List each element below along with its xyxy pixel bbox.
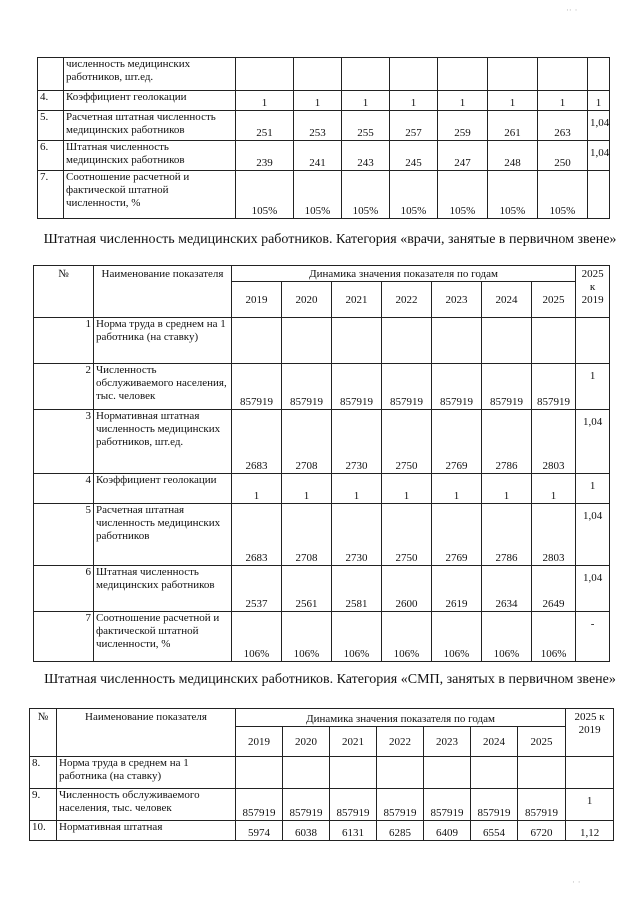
value-cell [332,318,382,364]
table-row [34,318,610,364]
value-cell: 6554 [471,821,518,841]
ratio-cell: - [576,612,610,662]
value-cell: 257 [390,111,438,141]
value-cell [282,318,332,364]
ratio-cell: 1,12 [566,821,614,841]
value-cell: 2803 [532,504,576,566]
value-cell: 248 [488,141,538,171]
value-cell: 1 [538,91,588,111]
value-cell: 857919 [283,789,330,821]
header-dynamics: Динамика значения показателя по годам [232,266,576,282]
value-cell: 1 [332,474,382,504]
header-year: 2024 [471,727,518,757]
value-cell: 5974 [236,821,283,841]
header-name: Наименование показателя [57,709,236,757]
value-cell: 105% [236,171,294,219]
value-cell: 2730 [332,504,382,566]
table-doctors [33,265,610,662]
value-cell: 2634 [482,566,532,612]
value-cell: 2683 [232,410,282,474]
header-year: 2025 [518,727,566,757]
value-cell: 857919 [482,364,532,410]
indicator-name: численность медицинских работников, шт.ед. [64,58,236,91]
value-cell: 2750 [382,504,432,566]
ratio-cell: 1 [588,91,610,111]
value-cell: 857919 [471,789,518,821]
value-cell: 245 [390,141,438,171]
value-cell: 105% [342,171,390,219]
header-year: 2021 [330,727,377,757]
header-year: 2020 [282,282,332,318]
value-cell: 255 [342,111,390,141]
ratio-cell: 1,04 [576,566,610,612]
value-cell: 2649 [532,566,576,612]
value-cell: 1 [532,474,576,504]
value-cell: 2803 [532,410,576,474]
value-cell [342,58,390,91]
ratio-cell: 1 [576,474,610,504]
value-cell: 1 [294,91,342,111]
ratio-cell [588,171,610,219]
value-cell: 2786 [482,410,532,474]
row-number: 4 [34,474,94,504]
value-cell [330,757,377,789]
header-year: 2022 [377,727,424,757]
indicator-name: Расчетная штатная численность медицинских работников [94,504,232,566]
value-cell: 1 [382,474,432,504]
value-cell: 251 [236,111,294,141]
row-number: 6 [34,566,94,612]
value-cell: 243 [342,141,390,171]
indicator-name: Коэффициент геолокации [64,91,236,111]
indicator-name: Коэффициент геолокации [94,474,232,504]
indicator-name: Численность обслуживаемого населения, тыс. человек [94,364,232,410]
value-cell: 2683 [232,504,282,566]
value-cell: 106% [282,612,332,662]
value-cell [377,757,424,789]
value-cell: 2619 [432,566,482,612]
row-number: 8. [30,757,57,789]
value-cell [432,318,482,364]
value-cell: 857919 [424,789,471,821]
row-number: 7. [38,171,64,219]
ratio-cell: 1 [576,364,610,410]
value-cell [424,757,471,789]
value-cell: 2581 [332,566,382,612]
section-heading-nurses: Штатная численность медицинских работников. Категория «СМП, занятых в первичном звене» [44,672,616,687]
value-cell [488,58,538,91]
table-row [34,474,610,504]
indicator-name: Соотношение расчетной и фактической штатной численности, % [94,612,232,662]
row-number: 9. [30,789,57,821]
header-ratio: 2025 к 2019 [576,266,610,318]
value-cell: 1 [342,91,390,111]
header-year: 2021 [332,282,382,318]
value-cell: 1 [482,474,532,504]
ratio-cell: 1,04 [576,410,610,474]
value-cell: 106% [232,612,282,662]
value-cell [390,58,438,91]
header-year: 2019 [236,727,283,757]
row-number: 4. [38,91,64,111]
header-year: 2023 [424,727,471,757]
value-cell: 2708 [282,410,332,474]
row-number: 1 [34,318,94,364]
value-cell: 857919 [232,364,282,410]
indicator-name: Расчетная штатная численность медицинских работников [64,111,236,141]
value-cell: 6285 [377,821,424,841]
value-cell: 857919 [332,364,382,410]
value-cell: 259 [438,111,488,141]
value-cell: 106% [482,612,532,662]
table-row [38,91,610,111]
indicator-name: Норма труда в среднем на 1 работника (на ставку) [57,757,236,789]
row-number: 2 [34,364,94,410]
value-cell [482,318,532,364]
value-cell: 105% [438,171,488,219]
value-cell: 2708 [282,504,332,566]
table-row [34,504,610,566]
indicator-name: Штатная численность медицинских работников [64,141,236,171]
value-cell: 250 [538,141,588,171]
value-cell: 6038 [283,821,330,841]
value-cell [232,318,282,364]
value-cell: 1 [488,91,538,111]
value-cell: 857919 [518,789,566,821]
header-year: 2024 [482,282,532,318]
row-number: 10. [30,821,57,841]
row-number: 5 [34,504,94,566]
value-cell: 6409 [424,821,471,841]
header-number: № [34,266,94,318]
value-cell [236,757,283,789]
table-row [34,364,610,410]
value-cell: 106% [532,612,576,662]
table-row [34,612,610,662]
ratio-cell: 1,04 [588,141,610,171]
table-row [34,566,610,612]
ratio-cell: 1,04 [576,504,610,566]
header-year: 2025 [532,282,576,318]
ratio-cell [566,757,614,789]
indicator-name: Нормативная штатная численность медицинских работников, шт.ед. [94,410,232,474]
value-cell: 247 [438,141,488,171]
value-cell: 857919 [236,789,283,821]
value-cell [236,58,294,91]
value-cell [471,757,518,789]
scan-mark-bottom: · · [572,878,581,888]
value-cell: 2769 [432,504,482,566]
section-heading-doctors: Штатная численность медицинских работников. Категория «врачи, занятые в первичном звене» [43,232,617,247]
value-cell: 1 [282,474,332,504]
value-cell: 2769 [432,410,482,474]
value-cell: 1 [438,91,488,111]
row-number: 7 [34,612,94,662]
ratio-cell: 1 [566,789,614,821]
indicator-name: Нормативная штатная [57,821,236,841]
table-row [38,171,610,219]
scan-mark-top: ·· · [566,6,578,16]
table-row [38,58,610,91]
value-cell: 857919 [377,789,424,821]
ratio-cell: 1,04 [588,111,610,141]
value-cell: 857919 [282,364,332,410]
table-row [30,789,614,821]
ratio-cell [588,58,610,91]
value-cell: 253 [294,111,342,141]
table-row [30,757,614,789]
header-year: 2019 [232,282,282,318]
value-cell: 2600 [382,566,432,612]
value-cell [294,58,342,91]
table-row [34,410,610,474]
indicator-name: Соотношение расчетной и фактической штатной численности, % [64,171,236,219]
value-cell: 105% [488,171,538,219]
value-cell: 1 [390,91,438,111]
value-cell: 6720 [518,821,566,841]
value-cell [518,757,566,789]
value-cell: 105% [390,171,438,219]
table-row [30,821,614,841]
value-cell: 106% [432,612,482,662]
value-cell: 6131 [330,821,377,841]
value-cell: 857919 [532,364,576,410]
value-cell: 2750 [382,410,432,474]
value-cell: 857919 [330,789,377,821]
value-cell: 105% [294,171,342,219]
value-cell [538,58,588,91]
value-cell: 105% [538,171,588,219]
row-number: 6. [38,141,64,171]
header-number: № [30,709,57,757]
value-cell: 239 [236,141,294,171]
row-number [38,58,64,91]
header-name: Наименование показателя [94,266,232,318]
row-number: 3 [34,410,94,474]
indicator-name: Штатная численность медицинских работников [94,566,232,612]
header-year: 2022 [382,282,432,318]
value-cell [532,318,576,364]
table-nurses [29,708,614,841]
row-number: 5. [38,111,64,141]
table-row [38,111,610,141]
value-cell: 1 [236,91,294,111]
value-cell: 106% [382,612,432,662]
value-cell: 261 [488,111,538,141]
value-cell: 106% [332,612,382,662]
table-row [38,141,610,171]
value-cell: 1 [232,474,282,504]
table-continuation [37,57,610,219]
indicator-name: Численность обслуживаемого населения, тыс. человек [57,789,236,821]
value-cell: 241 [294,141,342,171]
value-cell: 2561 [282,566,332,612]
value-cell [382,318,432,364]
indicator-name: Норма труда в среднем на 1 работника (на ставку) [94,318,232,364]
value-cell: 2730 [332,410,382,474]
value-cell: 857919 [432,364,482,410]
header-year: 2023 [432,282,482,318]
value-cell: 263 [538,111,588,141]
value-cell: 2786 [482,504,532,566]
value-cell: 1 [432,474,482,504]
value-cell [438,58,488,91]
value-cell [283,757,330,789]
header-year: 2020 [283,727,330,757]
value-cell: 2537 [232,566,282,612]
ratio-cell [576,318,610,364]
header-dynamics: Динамика значения показателя по годам [236,709,566,727]
value-cell: 857919 [382,364,432,410]
header-ratio: 2025 к 2019 [566,709,614,757]
